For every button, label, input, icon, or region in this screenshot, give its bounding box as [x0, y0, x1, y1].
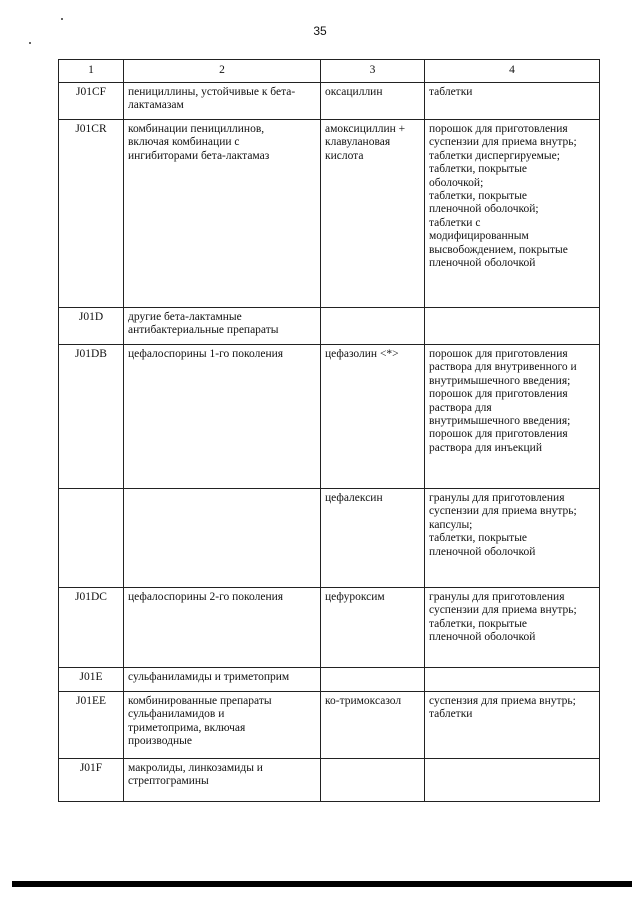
dosage-form-cell — [425, 308, 600, 345]
page-number: 35 — [313, 24, 327, 38]
group-cell: цефалоспорины 2-го поколения — [124, 588, 321, 668]
drug-list-table — [58, 59, 600, 802]
drug-cell — [321, 759, 425, 802]
group-cell: сульфаниламиды и триметоприм — [124, 668, 321, 692]
atc-code-cell: J01DB — [59, 345, 124, 489]
column-header-form: 4 — [425, 60, 600, 83]
group-cell: пенициллины, устойчивые к бета- лактамазам — [124, 83, 321, 120]
dosage-form-cell: суспензия для приема внутрь; таблетки — [425, 692, 600, 759]
drug-cell: ко-тримоксазол — [321, 692, 425, 759]
scan-speck — [29, 42, 31, 44]
atc-code-cell: J01EE — [59, 692, 124, 759]
drug-cell: цефалексин — [321, 489, 425, 588]
drug-cell: оксациллин — [321, 83, 425, 120]
table-row — [59, 308, 600, 345]
drug-cell: цефазолин <*> — [321, 345, 425, 489]
table-row — [59, 759, 600, 802]
atc-code-cell: J01CR — [59, 120, 124, 308]
dosage-form-cell: гранулы для приготовления суспензии для приема внутрь; таблетки, покрытые пленочной оболочкой — [425, 588, 600, 668]
table-row — [59, 120, 600, 308]
group-cell: другие бета-лактамные антибактериальные препараты — [124, 308, 321, 345]
dosage-form-cell — [425, 759, 600, 802]
column-header-drug: 3 — [321, 60, 425, 83]
table-row — [59, 588, 600, 668]
dosage-form-cell: порошок для приготовления раствора для внутривенного и внутримышечного введения; порошок для приготовления раствора для внутримышечного введения; порошок для приготовления раствора для инъекций — [425, 345, 600, 489]
atc-code-cell: J01E — [59, 668, 124, 692]
group-cell: макролиды, линкозамиды и стрептограмины — [124, 759, 321, 802]
atc-code-cell: J01DC — [59, 588, 124, 668]
drug-cell — [321, 308, 425, 345]
column-header-code: 1 — [59, 60, 124, 83]
table-row — [59, 345, 600, 489]
group-cell: комбинации пенициллинов, включая комбинации с ингибиторами бета-лактамаз — [124, 120, 321, 308]
table-row — [59, 692, 600, 759]
table-row — [59, 83, 600, 120]
drug-cell: цефуроксим — [321, 588, 425, 668]
table-header-row — [59, 60, 600, 83]
scan-speck — [61, 18, 63, 20]
dosage-form-cell — [425, 668, 600, 692]
atc-code-cell — [59, 489, 124, 588]
group-cell: цефалоспорины 1-го поколения — [124, 345, 321, 489]
atc-code-cell: J01D — [59, 308, 124, 345]
dosage-form-cell: порошок для приготовления суспензии для приема внутрь; таблетки диспергируемые; таблетки, покрытые оболочкой; таблетки, покрытые пленочной оболочкой; таблетки с модифицированным высвобождением, покрытые пленочной оболочкой — [425, 120, 600, 308]
atc-code-cell: J01F — [59, 759, 124, 802]
group-cell — [124, 489, 321, 588]
dosage-form-cell: гранулы для приготовления суспензии для приема внутрь; капсулы; таблетки, покрытые пленочной оболочкой — [425, 489, 600, 588]
drug-cell — [321, 668, 425, 692]
group-cell: комбинированные препараты сульфаниламидов и триметоприма, включая производные — [124, 692, 321, 759]
table-row — [59, 668, 600, 692]
atc-code-cell: J01CF — [59, 83, 124, 120]
dosage-form-cell: таблетки — [425, 83, 600, 120]
column-header-group: 2 — [124, 60, 321, 83]
table-row — [59, 489, 600, 588]
scan-bottom-edge — [12, 881, 632, 887]
drug-cell: амоксициллин + клавулановая кислота — [321, 120, 425, 308]
